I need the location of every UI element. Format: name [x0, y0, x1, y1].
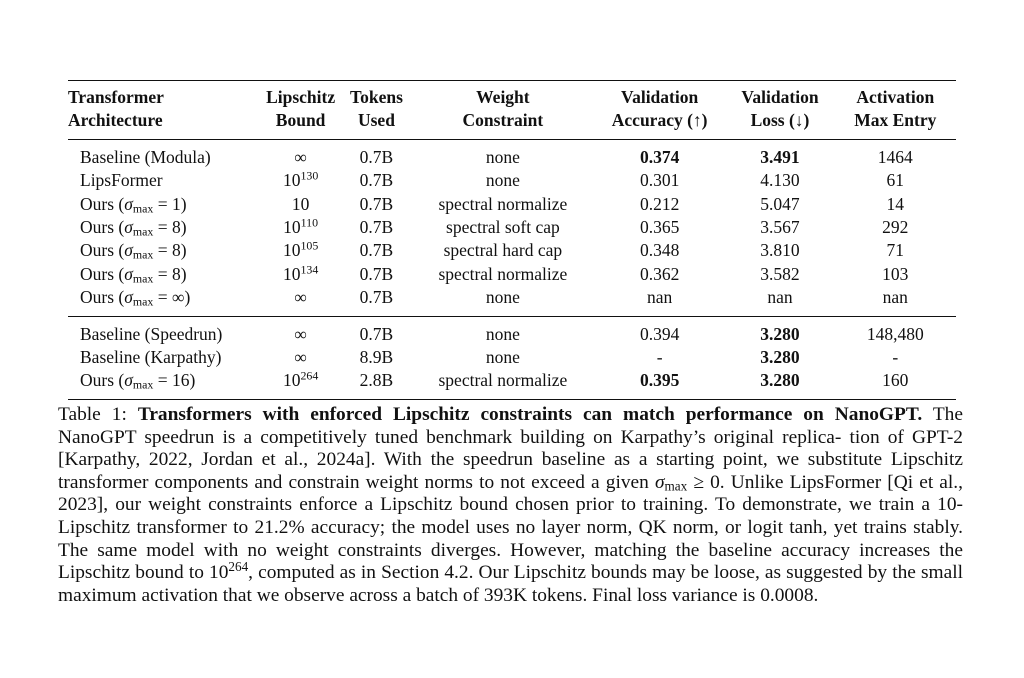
- cell-activation-max: nan: [882, 287, 908, 308]
- caption-sigma: σ: [654, 471, 665, 493]
- cell-activation-max: 160: [882, 370, 909, 391]
- cell-architecture: [68, 263, 260, 286]
- cell-accuracy: 0.394: [639, 323, 680, 344]
- caption-title: Transformers with enforced Lipschitz constraints can match performance on NanoGPT.: [137, 404, 923, 425]
- cell-architecture: [68, 286, 260, 316]
- results-table: [68, 80, 956, 400]
- cell-tokens: 8.9B: [359, 347, 394, 368]
- header-validation-loss: Validation Loss (↓): [741, 87, 819, 131]
- cell-tokens: 0.7B: [359, 240, 394, 261]
- header-architecture: Transformer Architecture: [68, 87, 164, 131]
- caption-text-2: ≥ 0. Unlike LipsFormer [Qi et al., 2023], our weight constraints enforce a Lipschitz bound chosen prior to training. To demonstrate, we train a 10-Lipschitz transformer to 21.2% accuracy; the model uses no layer norm, QK norm, or logit tanh, yet trains stably. The same model with no weight constraints diverges. However, matching the baseline accuracy increases the Lipschitz bound to: [58, 471, 963, 584]
- table-row: [68, 263, 956, 286]
- cell-loss: 3.280: [760, 323, 800, 344]
- bound-base: ∞: [294, 287, 307, 308]
- header-activation-max: Activation Max Entry: [854, 87, 937, 131]
- header-weight-constraint: Weight Constraint: [462, 87, 544, 131]
- table-caption: [58, 404, 963, 607]
- cell-loss: 5.047: [760, 193, 800, 214]
- arch-sigma-sub: max: [132, 224, 154, 239]
- cell-tokens: 0.7B: [359, 170, 394, 191]
- cell-lipschitz-bound: [260, 169, 341, 192]
- table-row: [68, 139, 956, 169]
- cell-weight-constraint: none: [485, 146, 520, 167]
- arch-sigma: σ: [124, 370, 133, 391]
- arch-sigma-sub: max: [132, 377, 154, 392]
- cell-architecture: [68, 193, 260, 216]
- cell-tokens: 0.7B: [359, 287, 394, 308]
- table-row: [68, 169, 956, 192]
- arch-sigma: σ: [124, 217, 133, 238]
- cell-weight-constraint: spectral normalize: [438, 370, 568, 391]
- cell-loss: 3.810: [760, 240, 800, 261]
- cell-architecture: Baseline (Karpathy): [80, 347, 222, 368]
- bound-base: 10: [283, 217, 301, 238]
- arch-sigma-sub: max: [132, 294, 154, 309]
- cell-weight-constraint: none: [485, 287, 520, 308]
- bound-base: 10: [282, 240, 301, 261]
- bound-base: 10: [282, 370, 301, 391]
- cell-architecture: Baseline (Modula): [80, 146, 211, 167]
- bound-exponent: 134: [300, 262, 319, 277]
- cell-accuracy: 0.374: [639, 146, 680, 167]
- cell-weight-constraint: none: [485, 323, 520, 344]
- cell-weight-constraint: spectral soft cap: [446, 217, 560, 238]
- caption-pow-base: 10: [209, 562, 229, 584]
- cell-weight-constraint: none: [485, 170, 520, 191]
- cell-lipschitz-bound: [260, 346, 341, 369]
- table-header-row: [68, 81, 956, 140]
- cell-lipschitz-bound: [260, 286, 341, 316]
- arch-sigma-sub: max: [132, 247, 154, 262]
- cell-loss: 3.567: [760, 217, 800, 238]
- cell-lipschitz-bound: [260, 216, 341, 239]
- cell-activation-max: 71: [886, 240, 905, 261]
- cell-activation-max: 1464: [877, 146, 913, 167]
- cell-architecture: [68, 216, 260, 239]
- cell-activation-max: 61: [886, 170, 905, 191]
- bound-base: ∞: [294, 347, 307, 368]
- bound-exponent: 264: [300, 368, 319, 383]
- table-row: [68, 239, 956, 262]
- arch-sigma: σ: [124, 193, 133, 214]
- caption-text-1: The NanoGPT speedrun is a competitively tuned benchmark building on Karpathy’s original replica- tion of GPT-2 [Karpathy, 2022, Jordan et al., 2024a]. With the speedrun baseline as a starting point, we substitute Lipschitz transformer components and constrain weight norms to not exceed a given: [58, 404, 963, 493]
- cell-weight-constraint: spectral hard cap: [443, 240, 563, 261]
- cell-accuracy: 0.365: [639, 217, 680, 238]
- cell-accuracy: 0.301: [639, 170, 680, 191]
- arch-prefix: Ours (: [80, 263, 125, 284]
- cell-lipschitz-bound: [260, 263, 341, 286]
- cell-accuracy: 0.348: [639, 240, 680, 261]
- caption-text-3: , computed as in Section 4.2. Our Lipschitz bounds may be loose, as suggested by the small maximum activation that we observe across a batch of 393K tokens. Final loss variance is 0.0008.: [58, 562, 963, 606]
- caption-label: Table 1:: [58, 404, 138, 425]
- cell-lipschitz-bound: [260, 193, 341, 216]
- header-tokens-used: Tokens Used: [350, 87, 403, 131]
- arch-suffix: = 8): [153, 217, 187, 238]
- arch-sigma: σ: [124, 263, 133, 284]
- bound-exponent: 130: [300, 168, 319, 183]
- cell-tokens: 0.7B: [359, 323, 394, 344]
- table-row: [68, 346, 956, 369]
- cell-lipschitz-bound: [260, 369, 341, 399]
- arch-suffix: = 1): [153, 193, 187, 214]
- cell-loss: nan: [767, 287, 793, 308]
- caption-sigma-sub: max: [664, 478, 688, 494]
- cell-architecture: [68, 369, 260, 399]
- cell-accuracy: nan: [647, 287, 673, 308]
- cell-accuracy: 0.395: [639, 370, 680, 391]
- arch-prefix: Ours (: [80, 217, 125, 238]
- arch-sigma-sub: max: [132, 271, 154, 286]
- cell-activation-max: 292: [882, 217, 909, 238]
- cell-accuracy: 0.362: [639, 263, 680, 284]
- cell-lipschitz-bound: [260, 139, 341, 169]
- cell-accuracy: -: [656, 347, 663, 368]
- header-validation-accuracy: Validation Accuracy (↑): [611, 87, 708, 131]
- header-lipschitz-bound: Lipschitz Bound: [266, 87, 336, 131]
- table-row: [68, 286, 956, 316]
- table-group-1: [68, 139, 956, 316]
- bound-base: 10: [291, 193, 310, 214]
- arch-suffix: = 16): [153, 370, 196, 391]
- cell-activation-max: 14: [886, 193, 905, 214]
- cell-accuracy: 0.212: [639, 193, 680, 214]
- cell-activation-max: 103: [882, 263, 909, 284]
- cell-weight-constraint: none: [485, 347, 520, 368]
- arch-sigma: σ: [124, 287, 133, 308]
- bound-base: 10: [282, 170, 301, 191]
- arch-sigma-sub: max: [132, 201, 154, 215]
- caption-pow-exp: 264: [228, 558, 249, 574]
- cell-architecture: LipsFormer: [80, 170, 163, 191]
- results-table-container: [68, 80, 956, 400]
- bound-exponent: 105: [300, 238, 319, 253]
- cell-activation-max: 148,480: [866, 323, 924, 344]
- cell-tokens: 0.7B: [359, 193, 394, 214]
- cell-activation-max: -: [892, 347, 899, 368]
- bound-exponent: 110: [300, 215, 319, 230]
- cell-loss: 3.280: [760, 347, 800, 368]
- table-row: [68, 193, 956, 216]
- arch-prefix: Ours (: [80, 193, 125, 214]
- cell-loss: 3.280: [760, 370, 800, 391]
- arch-suffix: = 8): [153, 263, 187, 284]
- cell-tokens: 0.7B: [359, 146, 394, 167]
- bound-base: ∞: [294, 323, 307, 344]
- table-row: [68, 316, 956, 346]
- table-row: [68, 369, 956, 399]
- arch-sigma: σ: [124, 240, 133, 261]
- cell-tokens: 2.8B: [359, 370, 394, 391]
- cell-loss: 3.491: [760, 146, 800, 167]
- arch-prefix: Ours (: [80, 370, 125, 391]
- cell-lipschitz-bound: [260, 316, 341, 346]
- arch-prefix: Ours (: [80, 287, 125, 308]
- cell-tokens: 0.7B: [359, 263, 394, 284]
- cell-lipschitz-bound: [260, 239, 341, 262]
- cell-architecture: [68, 239, 260, 262]
- cell-architecture: Baseline (Speedrun): [80, 323, 223, 344]
- cell-weight-constraint: spectral normalize: [438, 263, 568, 284]
- cell-loss: 3.582: [760, 263, 800, 284]
- bound-base: ∞: [294, 146, 307, 167]
- bound-base: 10: [282, 263, 301, 284]
- arch-suffix: = ∞): [153, 287, 191, 308]
- arch-suffix: = 8): [153, 240, 187, 261]
- table-group-2: [68, 316, 956, 399]
- table-row: [68, 216, 956, 239]
- cell-tokens: 0.7B: [359, 217, 394, 238]
- cell-loss: 4.130: [760, 170, 800, 191]
- arch-prefix: Ours (: [80, 240, 125, 261]
- cell-weight-constraint: spectral normalize: [438, 193, 568, 214]
